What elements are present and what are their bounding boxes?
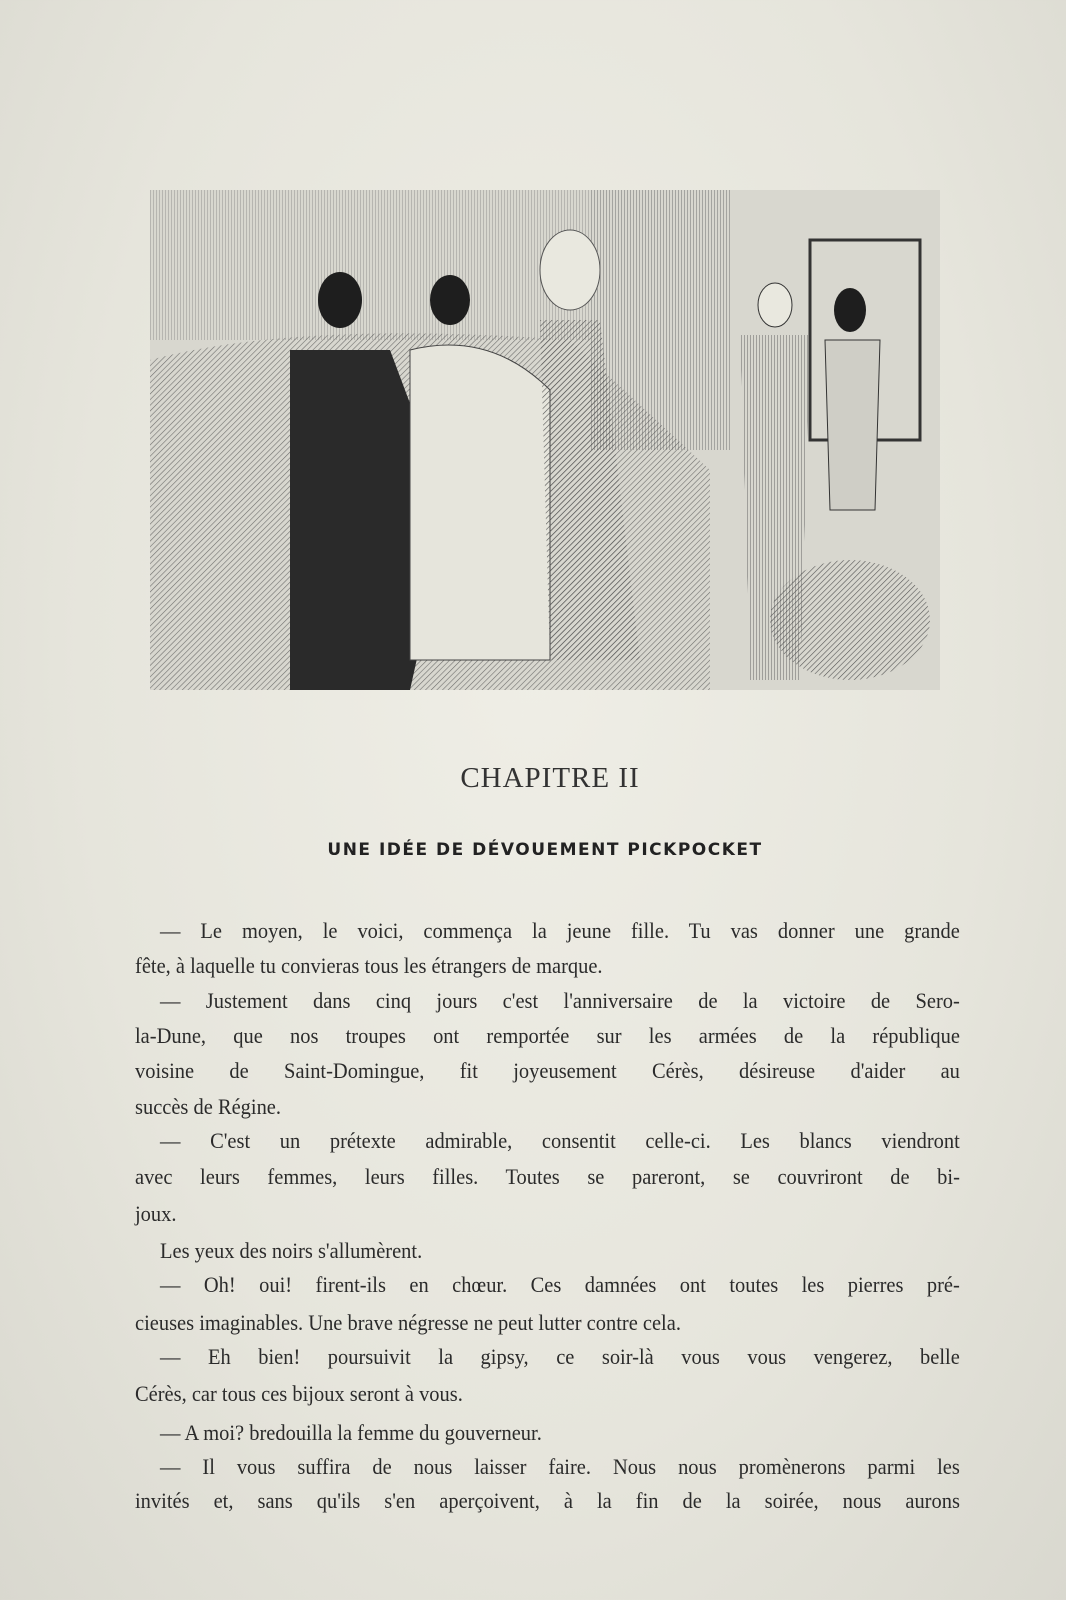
text-line: Les yeux des noirs s'allumèrent. <box>160 1238 423 1263</box>
text-line: — Eh bien! poursuivit la gipsy, ce soir-là vous vous vengerez, belle <box>160 1344 960 1369</box>
text-line: — Le moyen, le voici, commença la jeune fille. Tu vas donner une grande <box>160 918 960 943</box>
engraving-illustration <box>150 190 940 690</box>
chapter-subtitle: UNE IDÉE DE DÉVOUEMENT PICKPOCKET <box>327 840 763 860</box>
text-line: Cérès, car tous ces bijoux seront à vous. <box>135 1381 463 1406</box>
text-line: — Justement dans cinq jours c'est l'anniversaire de la victoire de Sero- <box>160 988 960 1013</box>
chapter-title: CHAPITRE II <box>460 762 640 794</box>
text-line: succès de Régine. <box>135 1094 282 1119</box>
text-line: — Oh! oui! firent-ils en chœur. Ces damnées ont toutes les pierres pré- <box>160 1272 960 1297</box>
text-line: cieuses imaginables. Une brave négresse ne peut lutter contre cela. <box>135 1310 681 1335</box>
text-line: — A moi? bredouilla la femme du gouverneur. <box>160 1420 542 1445</box>
text-line: — Il vous suffira de nous laisser faire. Nous nous promènerons parmi les <box>160 1454 960 1479</box>
text-line: invités et, sans qu'ils s'en aperçoivent, à la fin de la soirée, nous aurons <box>135 1488 960 1513</box>
text-line: voisine de Saint-Domingue, fit joyeusement Cérès, désireuse d'aider au <box>135 1058 960 1083</box>
text-line: fête, à laquelle tu convieras tous les étrangers de marque. <box>135 953 603 978</box>
text-line: la-Dune, que nos troupes ont remportée sur les armées de la république <box>135 1023 960 1048</box>
text-line: avec leurs femmes, leurs filles. Toutes se pareront, se couvriront de bi- <box>135 1164 960 1189</box>
text-line: — C'est un prétexte admirable, consentit celle-ci. Les blancs viendront <box>160 1128 960 1153</box>
text-line: joux. <box>135 1201 177 1226</box>
